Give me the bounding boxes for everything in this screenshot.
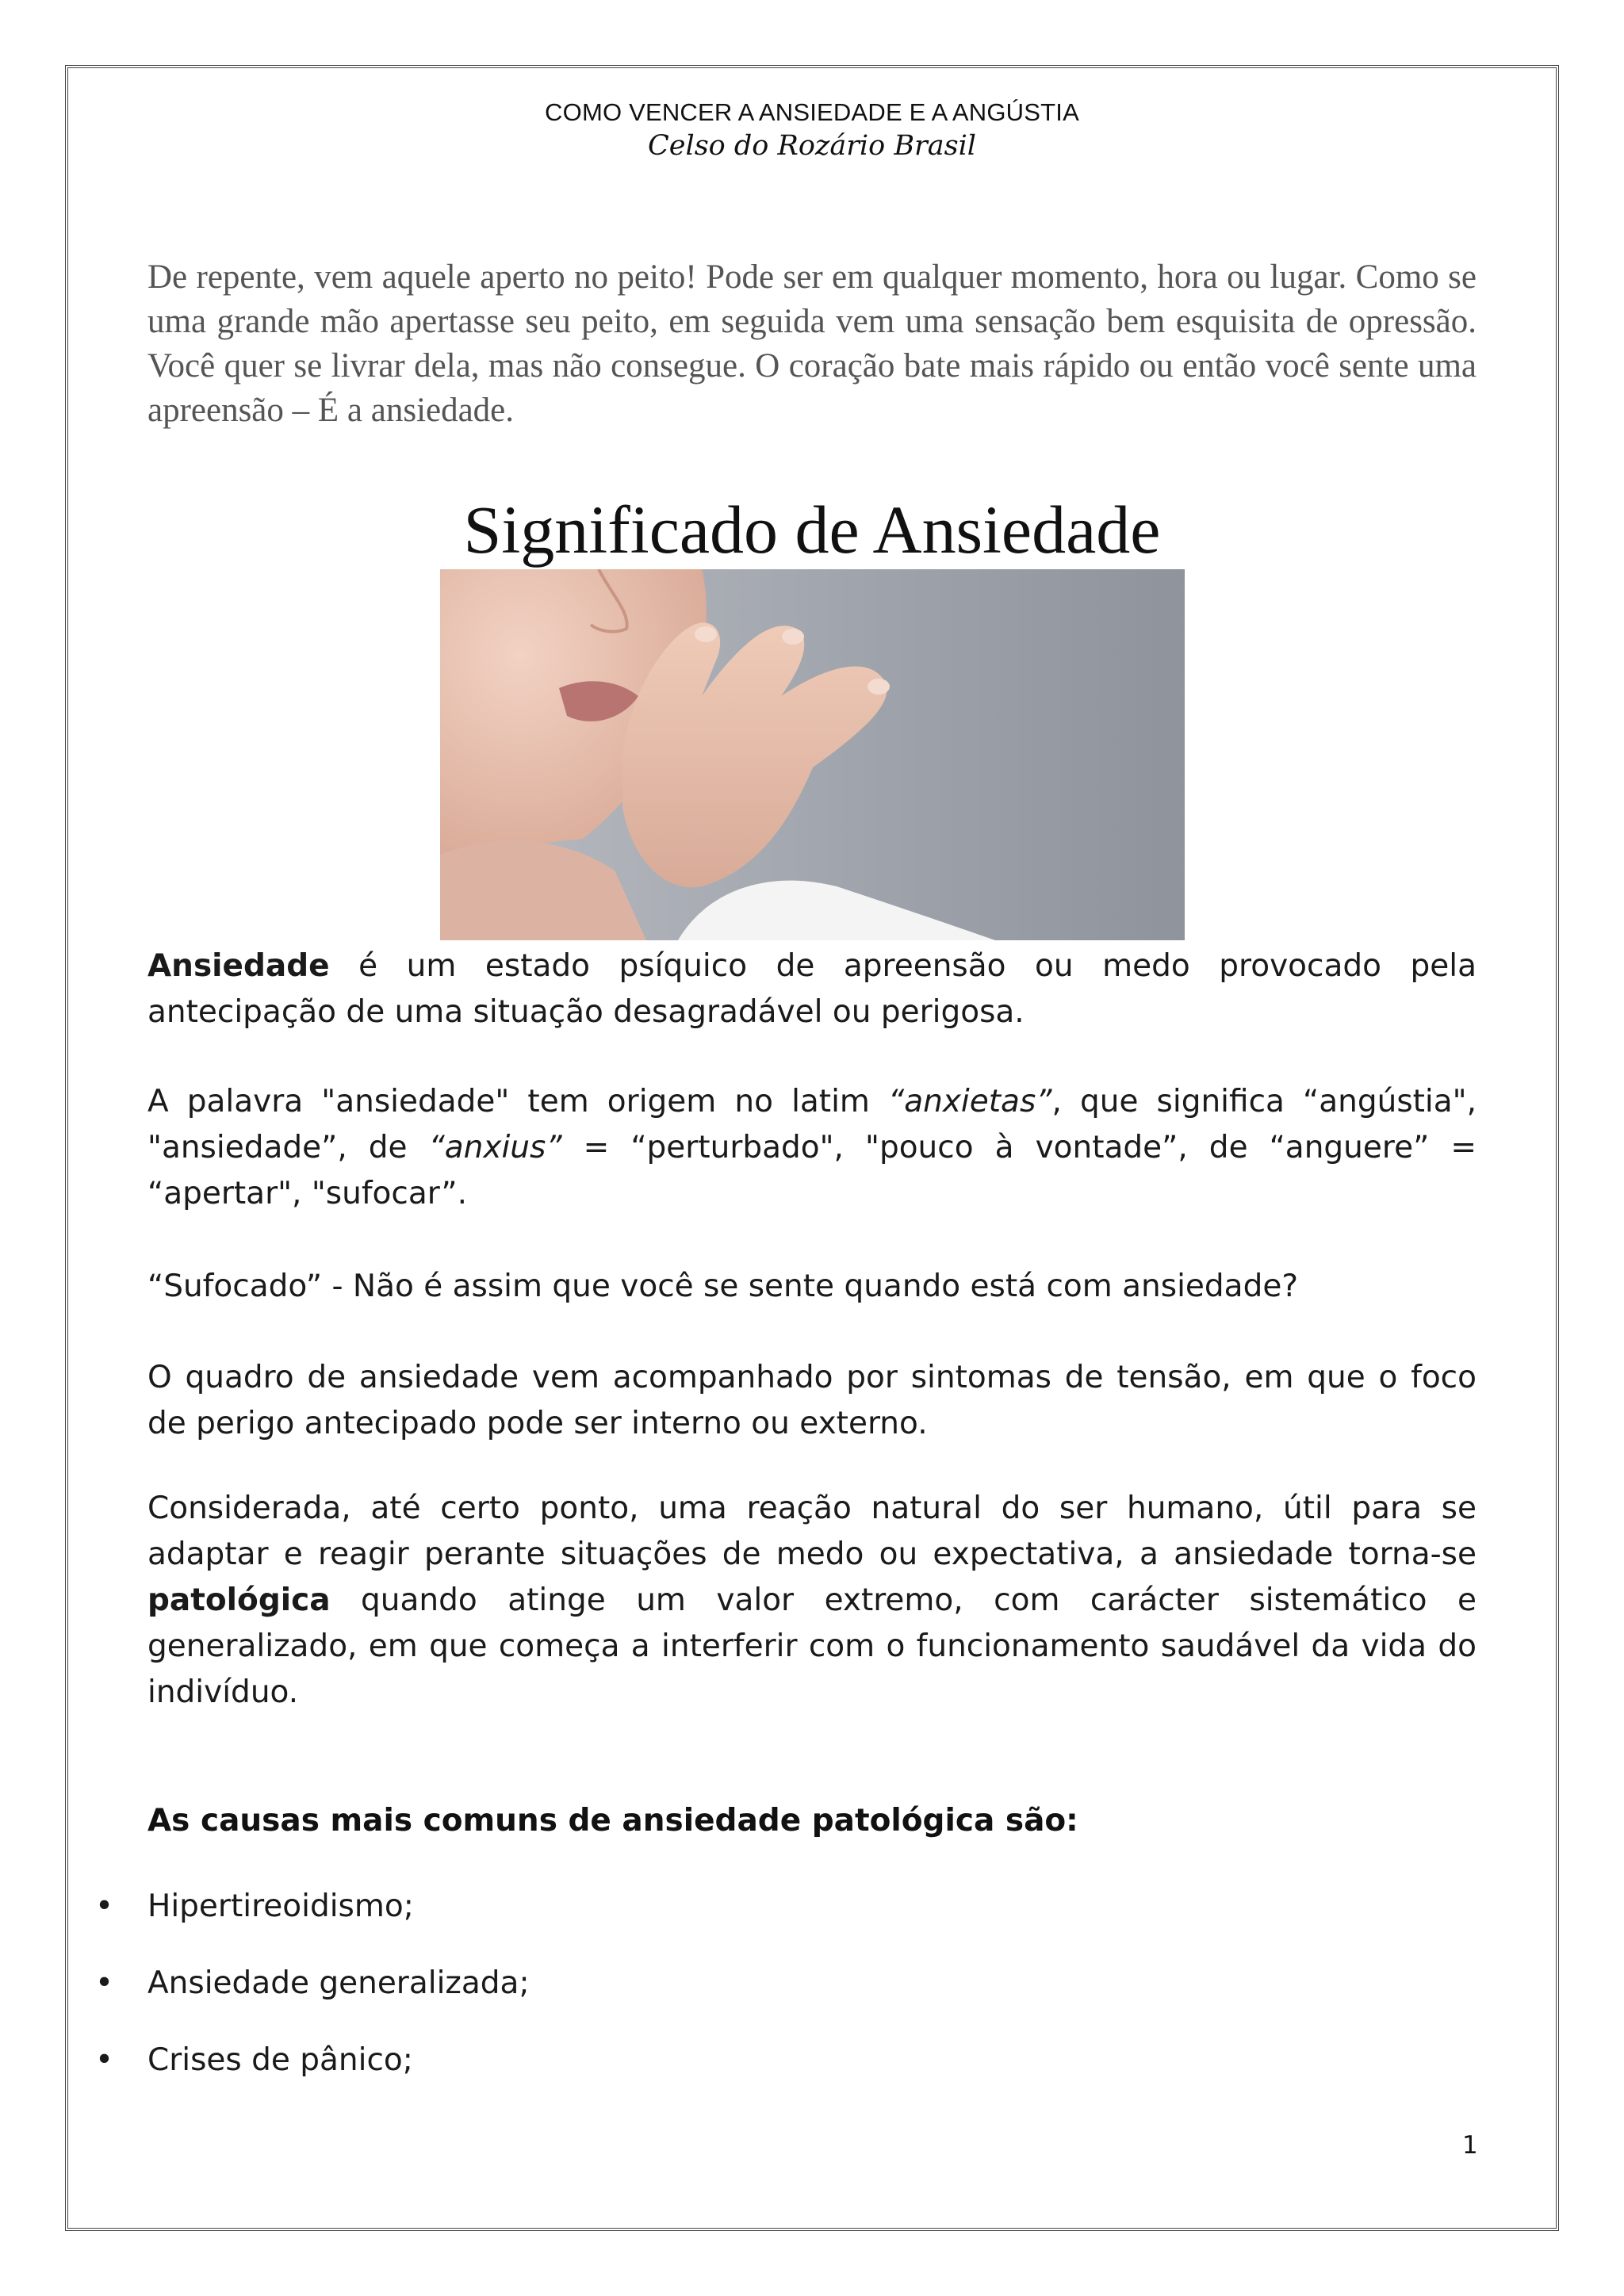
definition-text: é um estado psíquico de apreensão ou medo provocado pela antecipação de uma situação desagradável ou perigosa.: [147, 948, 1477, 1030]
bullet-icon: •: [95, 1965, 114, 2001]
considerada-bold-term: patológica: [147, 1582, 331, 1618]
etymology-anxius: “anxius”: [428, 1130, 562, 1165]
header-title: COMO VENCER A ANSIEDADE E A ANGÚSTIA: [545, 98, 1079, 126]
bullet-icon: •: [95, 1888, 114, 1924]
list-item-label: Ansiedade generalizada;: [147, 1965, 530, 2001]
sufocado-paragraph: “Sufocado” - Não é assim que você se sente quando está com ansiedade?: [147, 1269, 1299, 1304]
list-item: [95, 2042, 413, 2078]
bullet-icon: •: [95, 2042, 114, 2078]
list-item-label: Hipertireoidismo;: [147, 1888, 414, 1924]
list-item: [95, 1965, 530, 2001]
considerada-paragraph: [147, 1486, 1477, 1716]
quadro-paragraph: O quadro de ansiedade vem acompanhado por sintomas de tensão, em que o foco de perigo antecipado pode ser interno ou externo.: [147, 1360, 1477, 1441]
etymology-paragraph: [147, 1079, 1477, 1217]
header-author: Celso do Rozário Brasil: [648, 130, 976, 162]
etymology-text-2: , que significa “angústia", "ansiedade”, de: [147, 1084, 1477, 1165]
definition-term: Ansiedade: [147, 948, 330, 984]
definition-paragraph: [147, 943, 1477, 1035]
woman-biting-nails-photo: [440, 569, 1185, 940]
intro-paragraph: De repente, vem aquele aperto no peito! Pode ser em qualquer momento, hora ou lugar. Como se uma grande mão apertasse seu peito, em seguida vem uma sensação bem esquisita de opressão. Você quer se livrar dela, mas não consegue. O coração bate mais rápido ou então você sente uma apreensão – É a ansiedade.: [147, 258, 1477, 429]
considerada-text-1: Considerada, até certo ponto, uma reação natural do ser humano, útil para se adaptar e reagir perante situações de medo ou expectativa, a ansiedade torna-se: [147, 1490, 1477, 1572]
etymology-anxietas: “anxietas”: [888, 1084, 1052, 1119]
causes-heading: As causas mais comuns de ansiedade patológica são:: [147, 1803, 1078, 1839]
section-title: Significado de Ansiedade: [463, 492, 1161, 568]
list-item: [95, 1888, 414, 1924]
considerada-text-2: quando atinge um valor extremo, com carácter sistemático e generalizado, em que começa a interferir com o funcionamento saudável da vida do indivíduo.: [147, 1582, 1477, 1710]
list-item-label: Crises de pânico;: [147, 2042, 413, 2078]
etymology-text-3: = “perturbado", "pouco à vontade”, de “anguere” = “apertar", "sufocar”.: [147, 1130, 1477, 1211]
page-number: 1: [1462, 2131, 1478, 2160]
etymology-text-1: A palavra "ansiedade" tem origem no latim: [147, 1084, 889, 1119]
